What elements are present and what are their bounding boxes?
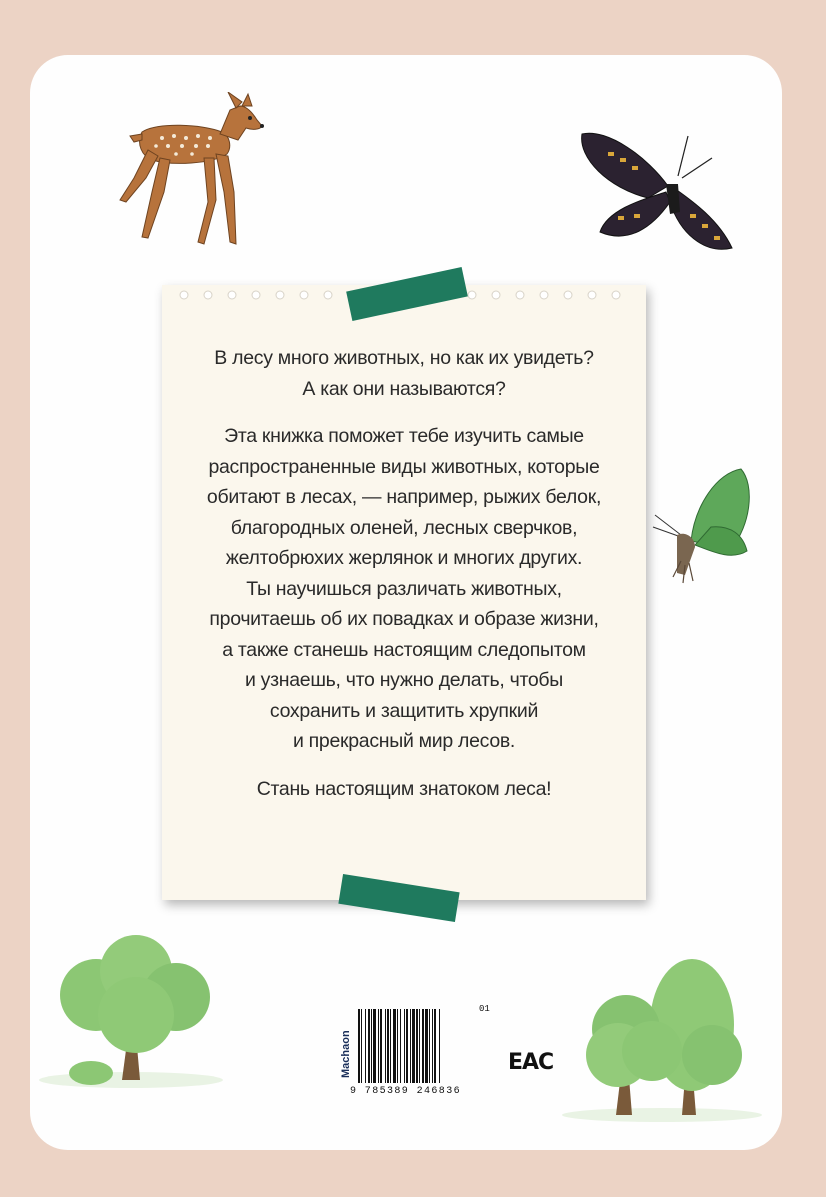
text-line: Эта книжка поможет тебе изучить самые (224, 425, 584, 447)
trees-right-illustration (562, 955, 767, 1125)
barcode-bar (410, 1009, 411, 1083)
isbn-digits: 9 785389 246836 (350, 1086, 462, 1097)
barcode-addon-code: 01 (479, 1004, 490, 1014)
barcode-bar (361, 1009, 362, 1083)
barcode-bar (371, 1009, 372, 1083)
barcode-bar (390, 1009, 391, 1083)
text-line: В лесу много животных, но как их увидеть? (214, 347, 594, 369)
deer-fawn-illustration (112, 92, 272, 254)
text-line: сохранить и защитить хрупкий (269, 699, 539, 722)
text-line: Ты научишься различать животных, (246, 577, 562, 600)
text-line: обитают в лесах, — например, рыжих белок, (206, 486, 602, 508)
barcode-bar (385, 1009, 386, 1083)
barcode-bar (422, 1009, 424, 1083)
barcode-bar (404, 1009, 405, 1083)
barcode-bar (380, 1009, 382, 1083)
barcode-bar (365, 1009, 366, 1083)
text-line: желтобрюхих жерлянок и многих других. (225, 547, 583, 569)
barcode-bar (429, 1009, 430, 1083)
tree-left-illustration (36, 935, 226, 1090)
barcode-bar (406, 1009, 408, 1083)
barcode-bar (416, 1009, 418, 1083)
green-butterfly-illustration (651, 465, 761, 590)
text-line: прочитаешь об их повадках и образе жизни, (209, 608, 599, 630)
barcode-bar (368, 1009, 370, 1083)
eac-mark: ЕАС (508, 1050, 554, 1075)
barcode-bar (425, 1009, 428, 1083)
text-line: распространенные виды животных, которые (208, 455, 600, 478)
publisher-logo: Machaon (340, 1030, 352, 1078)
blurb-text (162, 343, 646, 821)
barcode-bar (419, 1009, 420, 1083)
body-paragraph (162, 421, 646, 757)
barcode-bar (358, 1009, 360, 1083)
text-line: Стань настоящим знатоком леса! (256, 777, 552, 800)
barcode-bar (434, 1009, 436, 1083)
text-line: благородных оленей, лесных сверчков, (230, 516, 578, 539)
dark-butterfly-illustration (578, 128, 738, 260)
barcode-bar (400, 1009, 401, 1083)
barcode-bar (439, 1009, 440, 1083)
barcode-bar (397, 1009, 398, 1083)
text-line: А как они называются? (302, 377, 506, 400)
text-line: и прекрасный мир лесов. (292, 730, 516, 752)
barcode-bar (393, 1009, 396, 1083)
closing-paragraph (162, 774, 646, 805)
text-line: а также станешь настоящим следопытом (222, 638, 586, 661)
barcode-bar (373, 1009, 376, 1083)
barcode-bar (432, 1009, 433, 1083)
intro-paragraph (162, 343, 646, 404)
barcode (330, 1003, 490, 1098)
text-line: и узнаешь, что нужно делать, чтобы (244, 669, 564, 691)
barcode-bar (387, 1009, 389, 1083)
note-card (162, 285, 646, 900)
barcode-bar (378, 1009, 379, 1083)
barcode-bar (412, 1009, 415, 1083)
